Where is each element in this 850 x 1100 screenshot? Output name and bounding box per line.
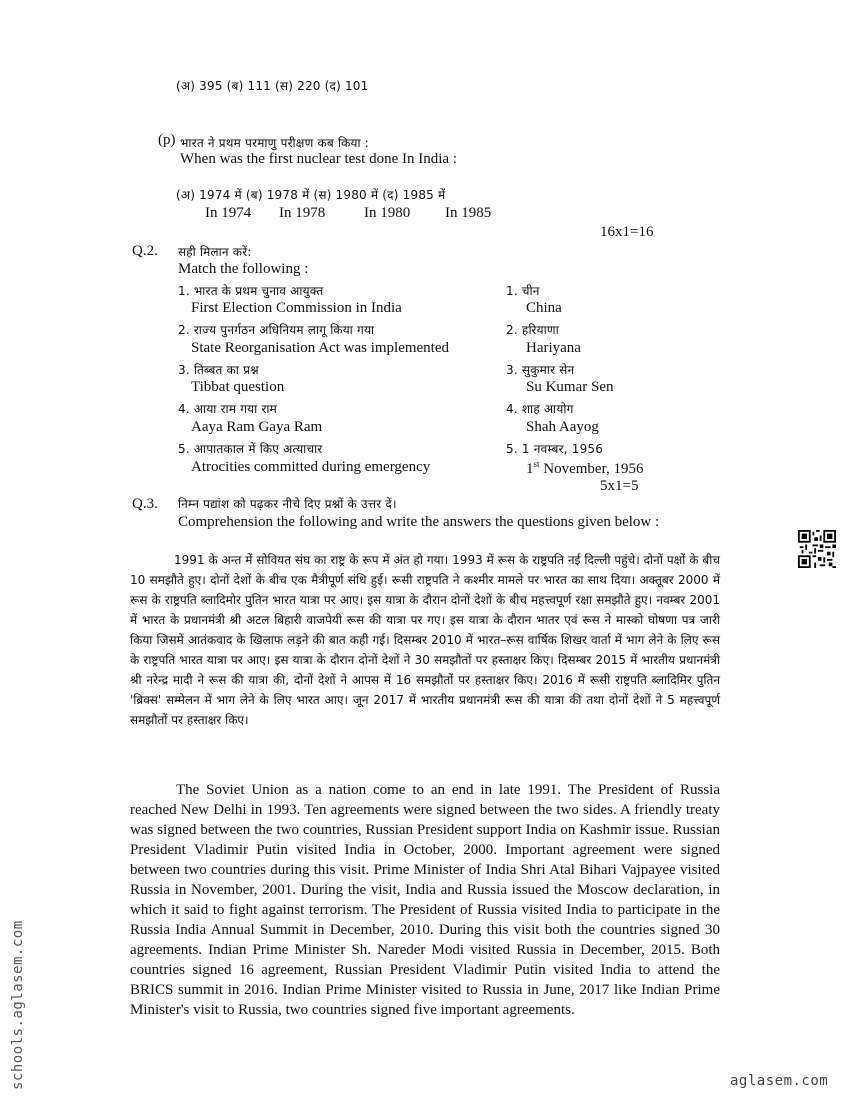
option-b-english: In 1978 — [279, 205, 326, 221]
left-item-2-hindi: 2. राज्य पुनर्गठन अधिनियम लागू किया गया — [178, 323, 375, 337]
right-item-3-hindi: 3. सुकुमार सेन — [506, 363, 575, 377]
q2-number: Q.2. — [132, 243, 158, 259]
question-p-options-hindi: (अ) 1974 में (ब) 1978 में (स) 1980 में (द) 1985 में — [176, 188, 446, 202]
right-item-5-english: 1st November, 1956 — [526, 459, 644, 477]
left-item-5-hindi: 5. आपातकाल में किए अत्याचार — [178, 442, 323, 456]
right-item-4-english: Shah Aayog — [526, 419, 599, 435]
left-item-3-english: Tibbat question — [191, 379, 285, 395]
question-p-english: When was the first nuclear test done In India : — [180, 151, 457, 167]
left-item-4-hindi: 4. आया राम गया राम — [178, 402, 278, 416]
right-item-3-english: Su Kumar Sen — [526, 379, 614, 395]
marks-q2: 5x1=5 — [600, 478, 639, 494]
right-item-1-english: China — [526, 300, 562, 316]
q2-english: Match the following : — [178, 261, 309, 277]
option-c-english: In 1980 — [364, 205, 411, 221]
q3-hindi: निम्न पद्यांश को पढ़कर नीचे दिए प्रश्नों के उत्तर दें। — [178, 497, 397, 511]
left-item-3-hindi: 3. तिब्बत का प्रश्न — [178, 363, 259, 377]
q3-english: Comprehension the following and write the answers the questions given below : — [178, 514, 660, 530]
option-d-english: In 1985 — [445, 205, 492, 221]
right-item-1-hindi: 1. चीन — [506, 284, 540, 298]
right-item-2-english: Hariyana — [526, 340, 581, 356]
option-a-english: In 1974 — [205, 205, 252, 221]
question-p-label: (p) — [158, 132, 176, 148]
right-item-2-hindi: 2. हरियाणा — [506, 323, 559, 337]
left-item-2-english: State Reorganisation Act was implemented — [191, 340, 450, 356]
passage-english: The Soviet Union as a nation come to an end in late 1991. The President of Russia reached New Delhi in 1993. Ten agreements were signed between the two sides. A friendly treaty was signed between the two countries, Russian President support India on Kashmir issue. Russian President Vladimir Putin visited India in October, 2000. Important agreement were signed between two countries during this visit. Prime Minister of India Shri Atal Bihari Vajpayee visited Russia in November, 2001. During the visit, India and Russia issued the Moscow declaration, in which it said to fight against terrorism. The President of Russia visited India to participate in the Russia India Annual Summit in December, 2010. During this visit both the countries signed 30 agreements. Indian Prime Minister Sh. Nareder Modi visited Russia in December, 2015. Both countries signed 16 agreement, Russian President Vladimir Putin visited India to attend the BRICS summit in 2016. Indian Prime Minister visited to Russia in June, 2017 like Indian Prime Minister's visit to Russia, two countries signed five important agreements. — [130, 782, 720, 1018]
left-item-4-english: Aaya Ram Gaya Ram — [191, 419, 323, 435]
right-item-4-hindi: 4. शाह आयोग — [506, 402, 574, 416]
left-item-5-english: Atrocities committed during emergency — [191, 459, 431, 475]
q2-hindi: सही मिलान करें: — [178, 245, 252, 259]
left-item-1-hindi: 1. भारत के प्रथम चुनाव आयुक्त — [178, 284, 324, 298]
marks-q1: 16x1=16 — [600, 224, 654, 240]
q3-number: Q.3. — [132, 496, 158, 512]
left-item-1-english: First Election Commission in India — [191, 300, 402, 316]
passage-hindi: 1991 के अन्त में सोवियत संघ का राष्ट्र के रूप में अंत हो गया। 1993 में रूस के राष्ट्रपति नई दिल्ली पहुंचे। दोनों पक्षों के बीच 10 समझौते हुए। दोनों देशों के बीच एक मैत्रीपूर्ण संधि हुई। रूसी राष्ट्रपति ने कश्मीर मामले पर भारत का साथ दिया। अक्तूबर 2000 में रूस के राष्ट्रपति ब्लादिमोर पुतिन भारत यात्रा पर आए। इस यात्रा के दौरान दोनों देशों के बीच महत्त्वपूर्ण रक्षा समझौते हुए। नवम्बर 2001 में भारत के प्रधानमंत्री श्री अटल बिहारी वाजपेयी रूस की यात्रा पर गए। इस यात्रा के दौरान भातर एवं रूस ने मास्को घोषणा पत्र जारी किया जिसमें आतंकवाद के खिलाफ लड़ने की बात कही गई। दिसम्बर 2010 में भारत–रूस वार्षिक शिखर वार्ता में भाग लेने के लिए रूस के राष्ट्रपति भारत यात्रा पर आए। इस यात्रा के दौरान दोनों देशों ने 30 समझौतों पर हस्ताक्षर किए। दिसम्बर 2015 में भारतीय प्रधानमंत्री श्री नरेन्द्र मादी ने रूस की यात्रा की, दोनों देशों ने आपस में 16 समझौतों पर हस्ताक्षर किए। 2016 में रूसी राष्ट्रपति ब्लादिमिर पुतिन 'ब्रिक्स' सम्मेलन में भाग लेने के लिए भारत आए। जून 2017 में भारतीय प्रधानमंत्री रूस की यात्रा की तथा दोनों देशों ने 5 महत्त्वपूर्ण समझौतों पर हस्ताक्षर किए। — [130, 553, 720, 727]
previous-question-options: (अ) 395 (ब) 111 (स) 220 (द) 101 — [176, 79, 369, 93]
bottom-watermark: aglasem.com — [730, 1073, 829, 1089]
right-item-5-hindi: 5. 1 नवम्बर, 1956 — [506, 442, 604, 456]
side-watermark: schools.aglasem.com — [10, 920, 26, 1090]
question-p-hindi: भारत ने प्रथम परमाणु परीक्षण कब किया : — [180, 136, 370, 150]
qr-code-icon — [798, 530, 836, 568]
